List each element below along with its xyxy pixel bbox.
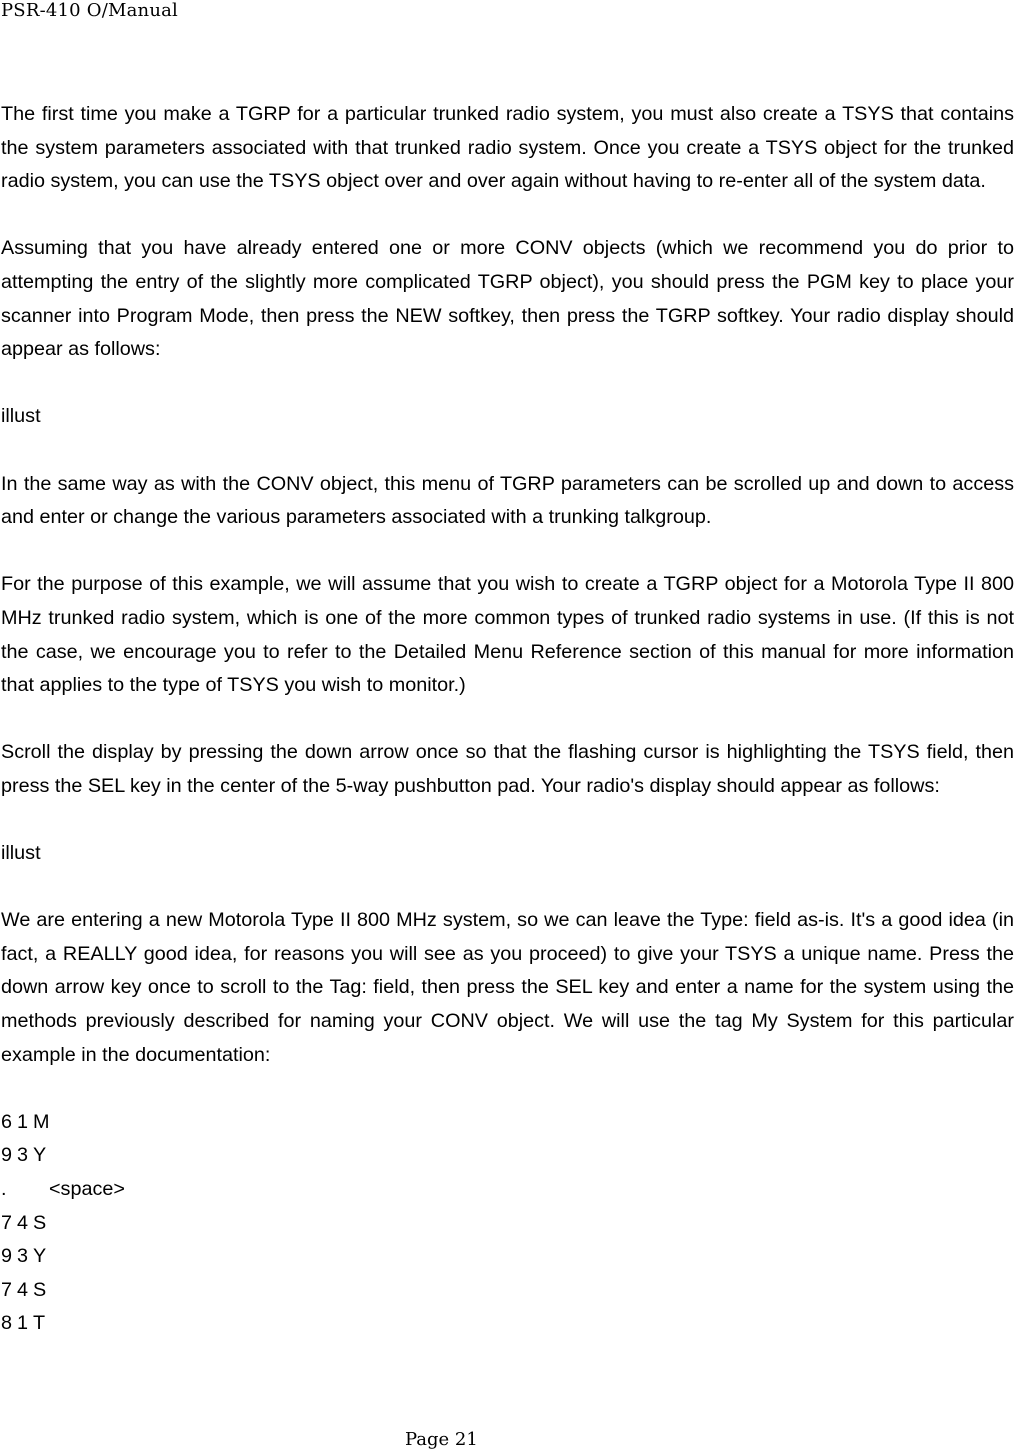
key-character: S bbox=[33, 1211, 47, 1234]
key-presses: 4 bbox=[17, 1211, 29, 1234]
paragraph-scroll-display: Scroll the display by pressing the down arrow once so that the flashing cursor is highlighting the TSYS field, then press the SEL key in the center of the 5-way pushbutton pad. Your radio's display should appear as follows: bbox=[1, 741, 1014, 797]
key-number: 7 bbox=[1, 1278, 13, 1301]
key-presses: 3 bbox=[17, 1144, 29, 1167]
key-number: . bbox=[1, 1178, 7, 1200]
key-character: T bbox=[33, 1312, 46, 1335]
key-character: <space> bbox=[49, 1178, 125, 1200]
key-character: Y bbox=[33, 1144, 47, 1167]
key-character: S bbox=[33, 1278, 47, 1301]
document-header: PSR-410 O/Manual bbox=[1, 0, 179, 21]
page-number: Page 21 bbox=[405, 1429, 478, 1450]
key-presses: 4 bbox=[17, 1278, 29, 1301]
illustration-placeholder: illust bbox=[1, 405, 41, 428]
key-sequence-row bbox=[1, 1207, 1014, 1241]
key-character: M bbox=[33, 1110, 50, 1133]
paragraph-program-mode: Assuming that you have already entered one or more CONV objects (which we recommend you do prior to attempting the entry of the slightly more complicated TGRP object), you should press the PGM key to place your scanner into Program Mode, then press the NEW softkey, then press the TGRP softkey. Your radio display should appear as follows: bbox=[1, 237, 1014, 361]
key-character: Y bbox=[33, 1245, 47, 1268]
key-sequence-row bbox=[1, 1106, 1014, 1140]
key-presses: 3 bbox=[17, 1245, 29, 1268]
key-number: 7 bbox=[1, 1211, 13, 1234]
key-number: 8 bbox=[1, 1312, 13, 1335]
paragraph-tgrp-menu: In the same way as with the CONV object, this menu of TGRP parameters can be scrolled up and down to access and enter or change the various parameters associated with a trunking talkgroup. bbox=[1, 472, 1014, 529]
key-sequence-row bbox=[1, 1274, 1014, 1308]
document-body bbox=[1, 98, 1014, 1341]
key-sequence-row bbox=[1, 1173, 1014, 1207]
key-number: 6 bbox=[1, 1110, 13, 1133]
paragraph-motorola-example: For the purpose of this example, we will assume that you wish to create a TGRP object for a Motorola Type II 800 MHz trunked radio system, which is one of the more common types of trunked radio systems in use. (If this is not the case, we encourage you to refer to the Detailed Menu Reference section of this manual for more information that applies to the type of TSYS you wish to monitor.) bbox=[1, 573, 1014, 697]
paragraph-tag-entry: We are entering a new Motorola Type II 800 MHz system, so we can leave the Type: field as-is. It's a good idea (in fact, a REALLY good idea, for reasons you will see as you proceed) to give your TSYS a unique name. Press the down arrow key once to scroll to the Tag: field, then press the SEL key and enter a name for the system using the methods previously described for naming your CONV object. We will use the tag My System for this particular example in the documentation: bbox=[1, 909, 1014, 1066]
key-sequence-list bbox=[1, 1106, 1014, 1341]
key-presses: 1 bbox=[17, 1312, 29, 1335]
illustration-placeholder: illust bbox=[1, 842, 41, 865]
key-number: 9 bbox=[1, 1144, 13, 1167]
key-sequence-row bbox=[1, 1240, 1014, 1274]
key-number: 9 bbox=[1, 1245, 13, 1268]
key-sequence-row bbox=[1, 1307, 1014, 1341]
key-presses: 1 bbox=[17, 1110, 29, 1133]
key-sequence-row bbox=[1, 1139, 1014, 1173]
paragraph-tsys-intro: The first time you make a TGRP for a particular trunked radio system, you must also create a TSYS that contains the system parameters associated with that trunked radio system. Once you create a TSYS object for the trunked radio system, you can use the TSYS object over and over again without having to re-enter all of the system data. bbox=[1, 103, 1014, 193]
